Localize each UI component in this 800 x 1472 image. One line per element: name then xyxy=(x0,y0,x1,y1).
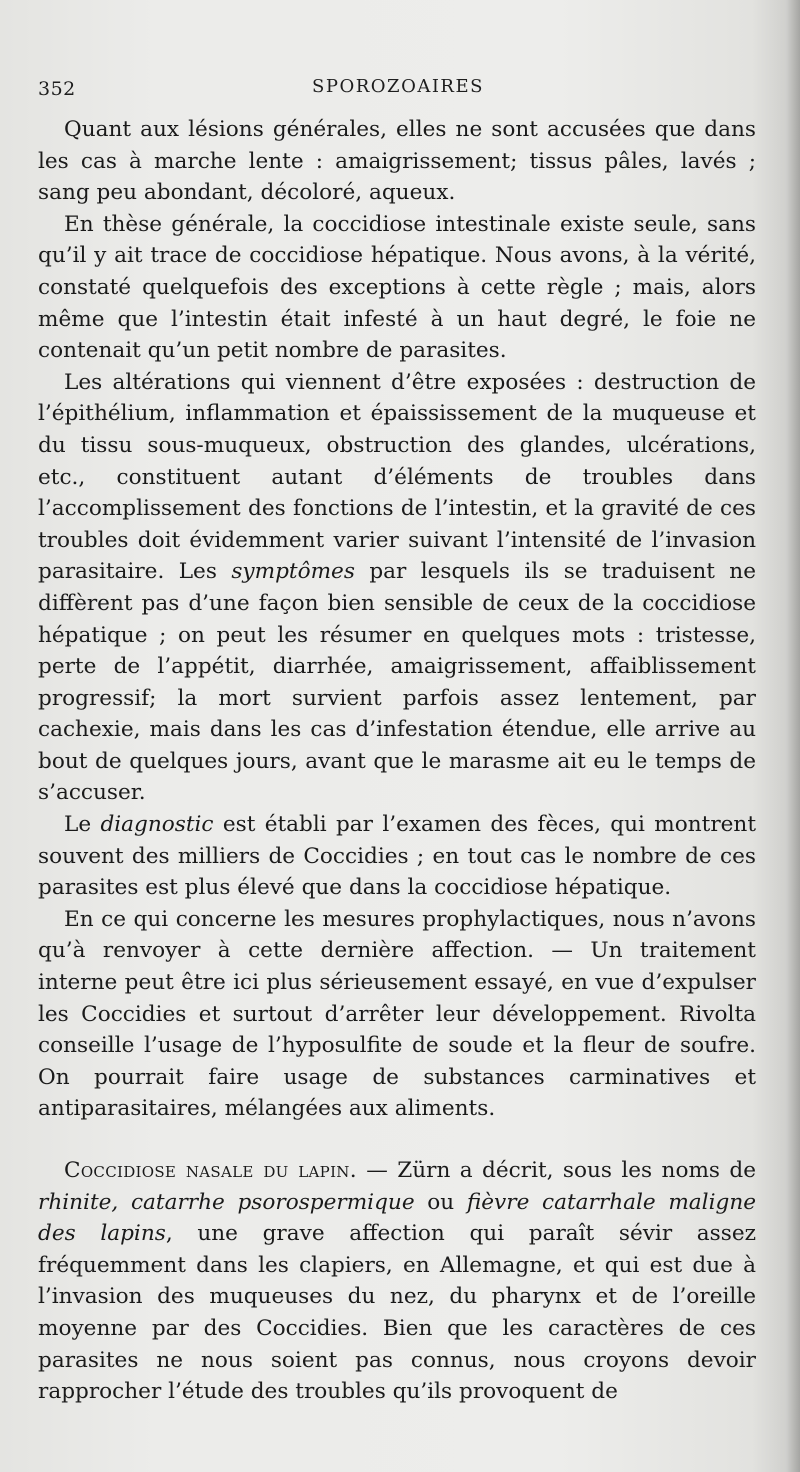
paragraph-text: Le xyxy=(64,812,101,838)
paragraph-diagnostic xyxy=(38,809,756,904)
paragraph-nasal-coccidiosis xyxy=(38,1155,756,1408)
section-heading: Coccidiose nasale du lapin. xyxy=(64,1158,357,1183)
page-header xyxy=(38,72,758,102)
page-number: 352 xyxy=(38,78,76,100)
paragraph-text: , une grave affection qui paraît sévir assez fréquemment dans les clapiers, en Allemagne, et qui est due à l’invasion des muqueuses du nez, du pharynx et de l’oreille moyenne par des Coccidies. Bien que les caractères de ces parasites ne nous soient pas connus, nous croyons devoir rapprocher l’étude des troubles qu’ils provoquent de xyxy=(38,1221,757,1405)
paragraph-prophylaxis: En ce qui concerne les mesures prophylactiques, nous n’avons qu’à renvoyer à cette dernière affection. — Un traitement interne peut être ici plus sérieusement essayé, en vue d’expulser les Coccidies et surtout d’arrêter leur développement. Rivolta conseille l’usage de l’hyposulfite de soude et la fleur de soufre. On pourrait faire usage de substances carminatives et antiparasitaires, mélangées aux aliments. xyxy=(38,906,756,1122)
page-edge-shadow xyxy=(786,0,800,1472)
emphasis-fievre: fièvre catarrhale maligne des lapins xyxy=(38,1189,757,1247)
paragraph-text: par lesquels ils se traduisent ne diffèrent pas d’une façon bien sensible de ceux de la coccidiose hépatique ; on peut les résumer en quelques mots : tristesse, perte de l’appétit, diarrhée, amaigrissement, affaiblissement progressif; la mort survient parfois assez lentement, par cachexie, mais dans les cas d’infestation étendue, elle arrive au bout de quelques jours, avant que le marasme ait eu le temps de s’accuser. xyxy=(38,559,756,806)
paragraph-text: ou xyxy=(414,1189,467,1215)
paragraph-symptoms xyxy=(38,367,756,809)
running-title: SPOROZOAIRES xyxy=(312,76,484,97)
paragraph-text: Les altérations qui viennent d’être exposées : destruction de l’épithélium, inflammation et épaississement de la muqueuse et du tissu sous-muqueux, obstruction des glandes, ulcérations, etc., constituent autant d’éléments de troubles dans l’accomplissement des fonctions de l’intestin, et la gravité de ces troubles doit évidemment varier suivant l’intensité de l’invasion parasitaire. Les xyxy=(38,369,756,585)
emphasis-diagnostic: diagnostic xyxy=(100,812,214,838)
paragraph-text: — Zürn a décrit, sous les noms de xyxy=(356,1158,756,1183)
emphasis-rhinite: rhinite, catarrhe psorospermique xyxy=(38,1189,415,1215)
emphasis-symptomes: symptômes xyxy=(231,559,355,585)
paragraph-general-lesions: Quant aux lésions générales, elles ne sont accusées que dans les cas à marche lente : amaigrissement; tissus pâles, lavés ; sang peu abondant, décoloré, aqueux. xyxy=(38,117,756,206)
paragraph-general-thesis: En thèse générale, la coccidiose intestinale existe seule, sans qu’il y ait trace de coccidiose hépatique. Nous avons, à la vérité, constaté quelquefois des exceptions à cette règle ; mais, alors même que l’intestin était infesté à un haut degré, le foie ne contenait qu’un petit nombre de parasites. xyxy=(38,211,756,364)
body-text xyxy=(38,114,756,1408)
paragraph-text: est établi par l’examen des fèces, qui montrent souvent des milliers de Coccidies ; en tout cas le nombre de ces parasites est plus élevé que dans la coccidiose hépatique. xyxy=(38,812,756,901)
